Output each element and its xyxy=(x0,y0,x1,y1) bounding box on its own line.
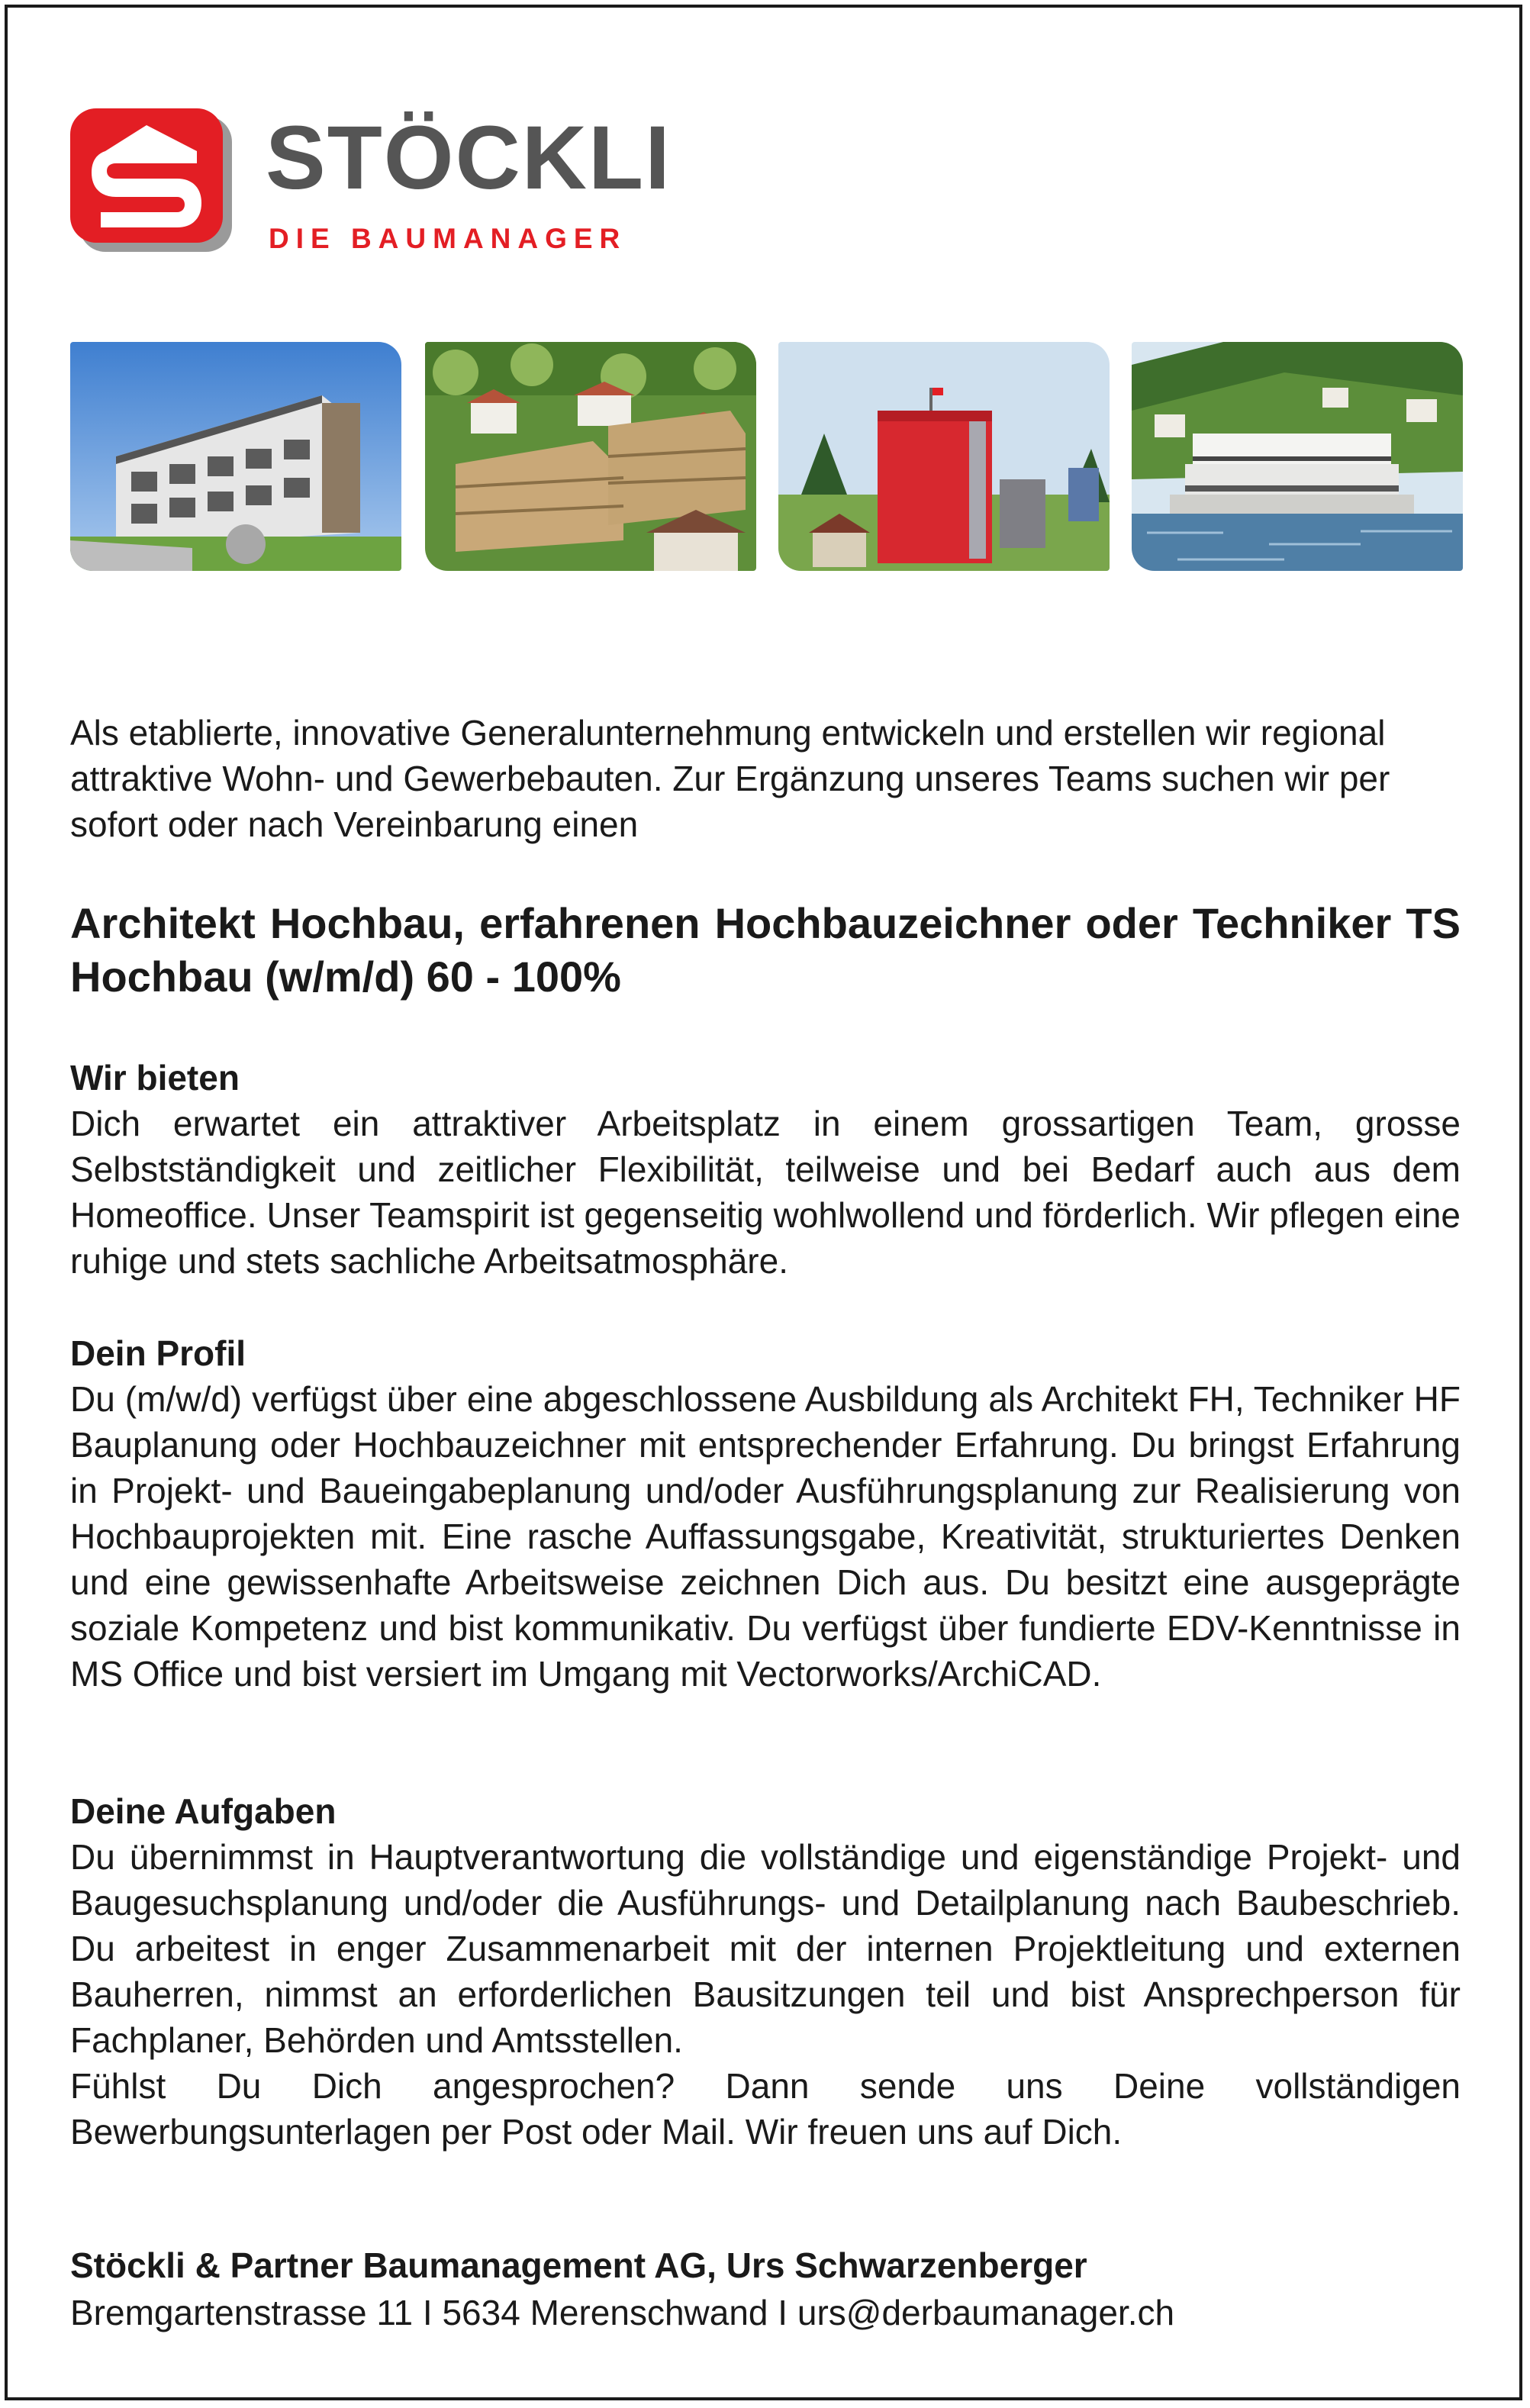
section-text-offer: Dich erwartet ein attraktiver Arbeitsplatz in einem grossartigen Team, grosse Selbstständigkeit und zeitlicher Flexibilität, teilweise und bei Bedarf auch aus dem Homeoffice. Unser Teamspirit ist gegenseitig wohlwollend und förderlich. Wir pflegen eine ruhige und stets sachliche Arbeitsatmosphäre. xyxy=(70,1104,1461,1281)
intro-paragraph: Als etablierte, innovative Generalunternehmung entwickeln und erstellen wir regional attraktive Wohn- und Gewerbebauten. Zur Ergänzung unseres Teams suchen wir per sofort oder nach Vereinbarung einen xyxy=(70,713,1390,844)
photo-red-building xyxy=(778,342,1110,571)
section-heading-profile: Dein Profil xyxy=(70,1333,246,1373)
brand-tagline: DIE BAUMANAGER xyxy=(269,223,627,254)
section-text-profile: Du (m/w/d) verfügst über eine abgeschlossene Ausbildung als Architekt FH, Techniker HF Bauplanung oder Hochbauzeichner mit entsprechender Erfahrung. Du bringst Erfahrung in Projekt- und Baueingabeplanung und/oder Ausführungsplanung zur Realisierung von Hochbauprojekten mit. Eine rasche Auffassungsgabe, Kreativität, strukturiertes Denken und eine gewissenhafte Arbeitsweise zeichnen Dich aus. Du besitzt eine ausgeprägte soziale Kompetenz und bist kommunikativ. Du verfügst über fundierte EDV-Kenntnisse in MS Office und bist versiert im Umgang mit Vectorworks/ArchiCAD. xyxy=(70,1379,1461,1694)
contact-address[interactable]: Bremgartenstrasse 11 I 5634 Merenschwand I urs@derbaumanager.ch xyxy=(70,2293,1175,2332)
brand-name: STÖCKLI xyxy=(266,108,672,208)
photo-residential-complex xyxy=(425,342,756,571)
stoeckli-logo-icon xyxy=(70,108,234,253)
closing-paragraph: Fühlst Du Dich angesprochen? Dann sende uns Deine vollständigen Bewerbungsunterlagen per Post oder Mail. Wir freuen uns auf Dich. xyxy=(70,2066,1461,2152)
job-title: Architekt Hochbau, erfahrenen Hochbauzeichner oder Techniker TS Hochbau (w/m/d) 60 - 100% xyxy=(70,899,1461,1001)
company-contact-name: Stöckli & Partner Baumanagement AG, Urs Schwarzenberger xyxy=(70,2245,1087,2285)
photo-lakeside-building xyxy=(1132,342,1463,571)
section-heading-tasks: Deine Aufgaben xyxy=(70,1791,337,1831)
section-heading-offer: Wir bieten xyxy=(70,1058,240,1098)
section-text-tasks: Du übernimmst in Hauptverantwortung die vollständige und eigenständige Projekt- und Baugesuchsplanung und/oder die Ausführungs- und Detailplanung nach Baubeschrieb. Du arbeitest in enger Zusammenarbeit mit der internen Projektleitung und externen Bauherren, nimmst an erforderlichen Bausitzungen teil und bist Ansprechperson für Fachplaner, Behörden und Amtsstellen. xyxy=(70,1837,1461,2060)
photo-apartment-building xyxy=(70,342,401,571)
